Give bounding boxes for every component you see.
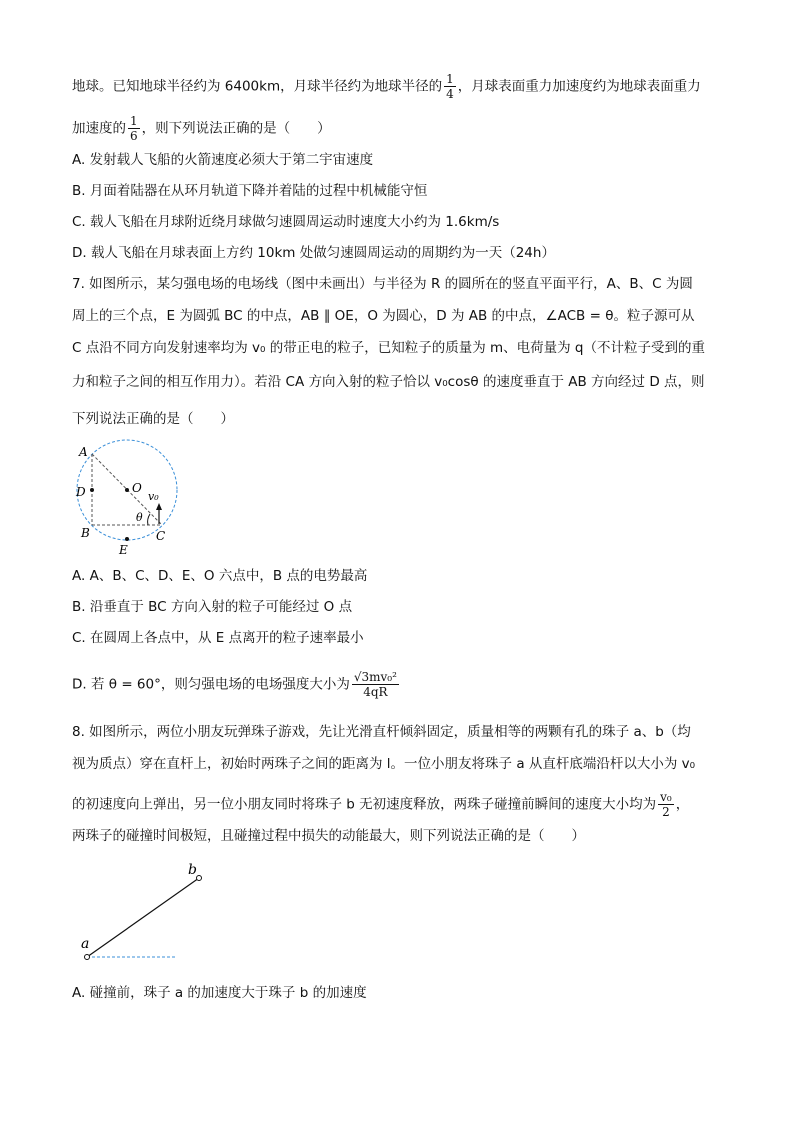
q8-rod-figure (72, 858, 212, 968)
label-d: D (76, 485, 86, 499)
q6-option-d: D. 载人飞船在月球表面上方约 10km 处做匀速圆周运动的周期约为一天（24h） (72, 245, 555, 261)
q6-line-2-text: 加速度的 (72, 120, 126, 137)
q6-line-2 (72, 114, 722, 143)
label-b: b (188, 862, 197, 878)
label-b: B (81, 526, 90, 540)
q6-option-a: A. 发射载人飞船的火箭速度必须大于第二宇宙速度 (72, 152, 374, 168)
label-o: O (132, 481, 142, 495)
q8-stem-line-2: 视为质点）穿在直杆上，初始时两珠子之间的距离为 l。一位小朋友将珠子 a 从直杆底端沿杆以大小为 v₀ (72, 756, 696, 772)
velocity-arrowhead (156, 503, 162, 510)
q7-option-a: A. A、B、C、D、E、O 六点中，B 点的电势最高 (72, 568, 368, 584)
q8-stem-line-3-text: 的初速度向上弹出，另一位小朋友同时将珠子 b 无初速度释放，两珠子碰撞前瞬间的速度大小均为 (72, 796, 657, 813)
label-e: E (119, 543, 128, 557)
fraction-denominator: 6 (130, 129, 138, 143)
q7-option-c: C. 在圆周上各点中，从 E 点离开的粒子速率最小 (72, 630, 364, 646)
field-strength-fraction (352, 670, 399, 699)
q6-option-b: B. 月面着陆器在从环月轨道下降并着陆的过程中机械能守恒 (72, 183, 428, 199)
q6-line-2-tail: ，则下列说法正确的是（ ） (141, 120, 331, 137)
q7-option-d (72, 670, 722, 699)
q8-stem-line-4: 两珠子的碰撞时间极短，且碰撞过程中损失的动能最大，则下列说法正确的是（ ） (72, 828, 585, 844)
fraction-denominator: 4qR (363, 685, 388, 699)
bead-b (197, 876, 202, 881)
q8-option-a: A. 碰撞前，珠子 a 的加速度大于珠子 b 的加速度 (72, 985, 367, 1001)
q7-stem-line-4: 力和粒子之间的相互作用力）。若沿 CA 方向入射的粒子恰以 v₀cosθ 的速度垂直于 AB 方向经过 D 点，则 (72, 374, 705, 390)
q7-stem-line-2: 周上的三个点，E 为圆弧 BC 的中点，AB ∥ OE，O 为圆心，D 为 AB 的中点，∠ACB = θ。粒子源可从 (72, 308, 695, 324)
q6-line-1 (72, 72, 722, 101)
bead-a (85, 955, 90, 960)
q6-option-c: C. 载人飞船在月球附近绕月球做匀速圆周运动时速度大小约为 1.6km/s (72, 214, 500, 230)
inclined-rod (87, 878, 199, 957)
label-theta: θ (136, 511, 143, 524)
fraction-one-quarter (444, 72, 456, 101)
q7-stem-line-5: 下列说法正确的是（ ） (72, 411, 234, 427)
point-d (90, 488, 94, 492)
q8-stem-line-3-tail: ， (675, 796, 690, 813)
q6-line-1-tail: ，月球表面重力加速度约为地球表面重力 (457, 78, 701, 95)
q7-circle-figure (72, 438, 192, 558)
fraction-numerator: 1 (130, 114, 138, 128)
half-v0-fraction (658, 790, 674, 819)
angle-arc (148, 514, 150, 525)
fraction-denominator: 2 (662, 805, 670, 819)
fraction-denominator: 4 (446, 87, 454, 101)
q8-stem-line-3 (72, 790, 722, 819)
label-a: a (81, 936, 90, 952)
label-a: A (79, 445, 88, 459)
q7-option-b: B. 沿垂直于 BC 方向入射的粒子可能经过 O 点 (72, 599, 353, 615)
fraction-numerator: v₀ (660, 790, 672, 804)
fraction-one-sixth (128, 114, 140, 143)
q6-line-1-text: 地球。已知地球半径约为 6400km，月球半径约为地球半径的 (72, 78, 443, 95)
q7-stem-line-1: 7. 如图所示，某匀强电场的电场线（图中未画出）与半径为 R 的圆所在的竖直平面平行，A、B、C 为圆 (72, 276, 693, 292)
point-e (125, 537, 129, 541)
point-o (125, 488, 129, 492)
label-v0: v₀ (148, 490, 159, 503)
fraction-numerator: √3mv₀² (353, 670, 397, 684)
q7-option-d-text: D. 若 θ = 60°，则匀强电场的电场强度大小为 (72, 676, 350, 693)
q7-stem-line-3: C 点沿不同方向发射速率均为 v₀ 的带正电的粒子，已知粒子的质量为 m、电荷量为 q（不计粒子受到的重 (72, 340, 706, 356)
label-c: C (156, 529, 166, 543)
q8-stem-line-1: 8. 如图所示，两位小朋友玩弹珠子游戏，先让光滑直杆倾斜固定，质量相等的两颗有孔的珠子 a、b（均 (72, 724, 691, 740)
fraction-numerator: 1 (446, 72, 454, 86)
